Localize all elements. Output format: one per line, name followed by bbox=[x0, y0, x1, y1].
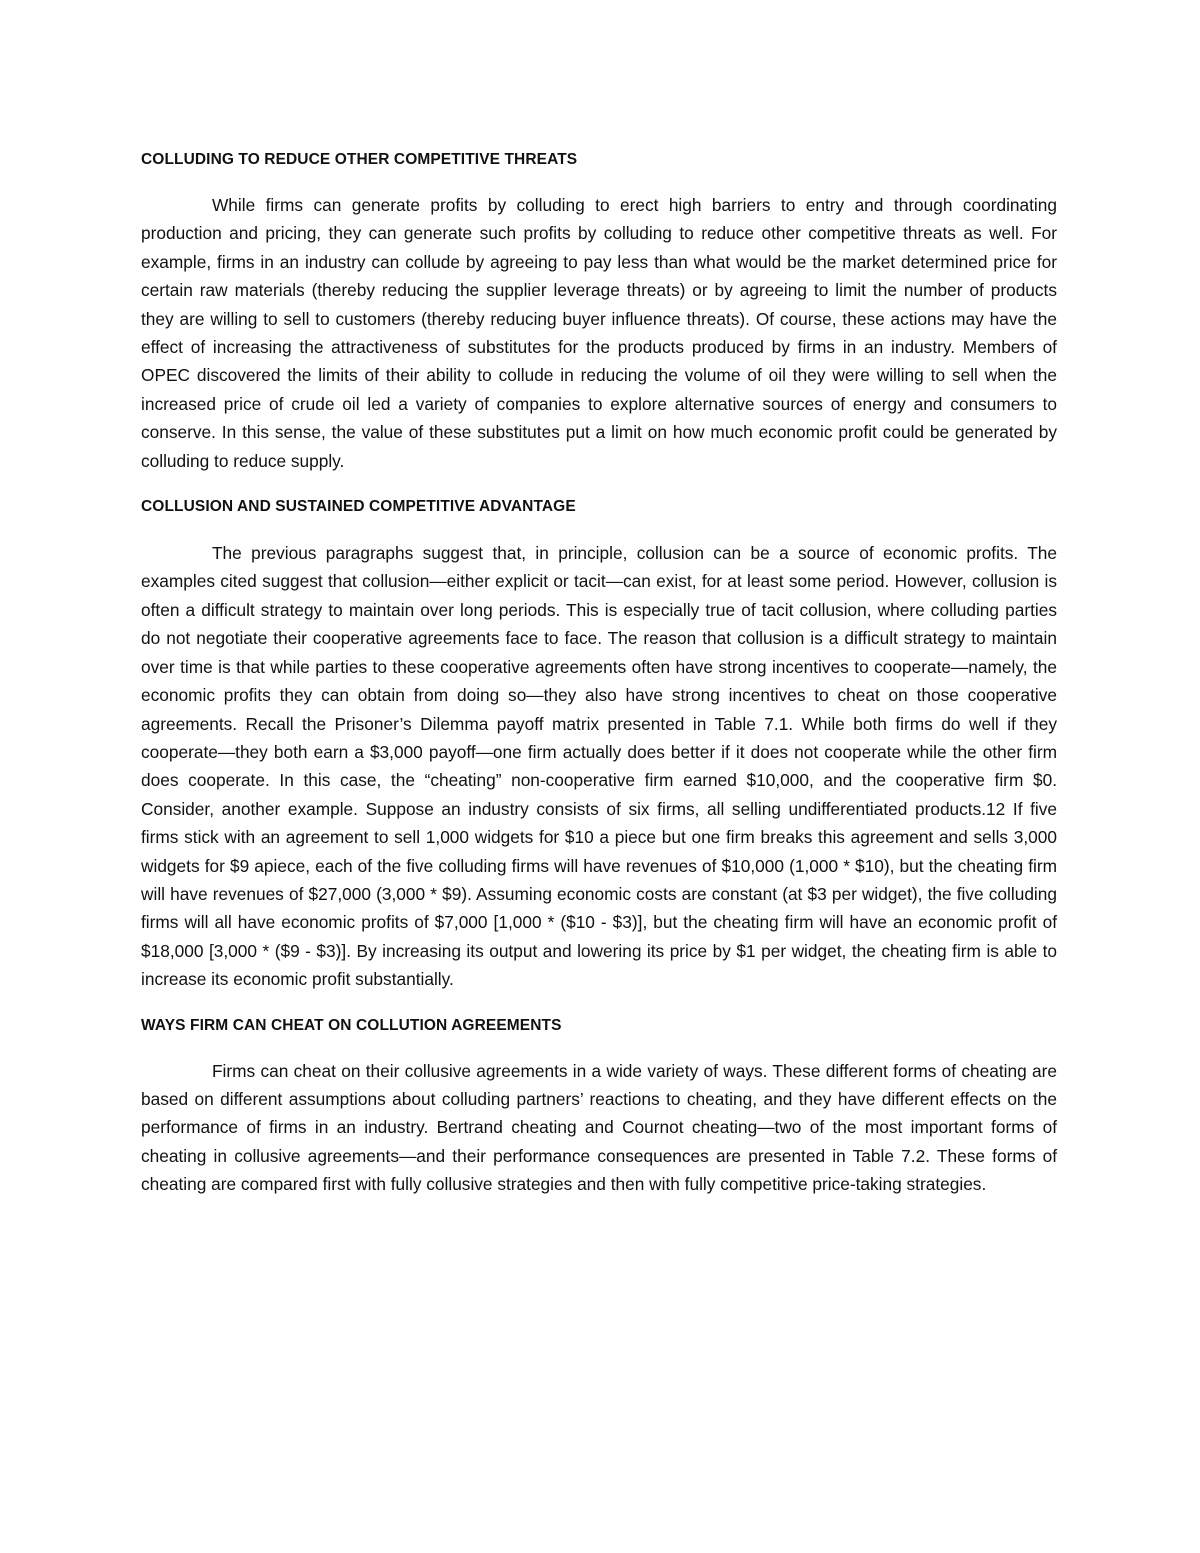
document-page bbox=[141, 137, 1057, 1199]
section-heading-colluding: COLLUDING TO REDUCE OTHER COMPETITIVE THREATS bbox=[141, 151, 578, 168]
section-body-colluding: While firms can generate profits by colluding to erect high barriers to entry and through coordinating production and pricing, they can generate such profits by colluding to reduce other competitive threats as well. For example, firms in an industry can collude by agreeing to pay less than what would be the market determined price for certain raw materials (thereby reducing the supplier leverage threats) or by agreeing to limit the number of products they are willing to sell to customers (thereby reducing buyer influence threats). Of course, these actions may have the effect of increasing the attractiveness of substitutes for the products produced by firms in an industry. Members of OPEC discovered the limits of their ability to collude in reducing the volume of oil they were willing to sell when the increased price of crude oil led a variety of companies to explore alternative sources of energy and consumers to conserve. In this sense, the value of these substitutes put a limit on how much economic profit could be generated by colluding to reduce supply. bbox=[141, 195, 1057, 471]
section-heading-collusion-advantage: COLLUSION AND SUSTAINED COMPETITIVE ADVANTAGE bbox=[141, 498, 576, 516]
section-heading-ways-to-cheat: WAYS FIRM CAN CHEAT ON COLLUTION AGREEMENTS bbox=[141, 1016, 562, 1034]
section-body-ways-to-cheat: Firms can cheat on their collusive agreements in a wide variety of ways. These different forms of cheating are based on different assumptions about colluding partners’ reactions to cheating, and they have different effects on the performance of firms in an industry. Bertrand cheating and Cournot cheating—two of the most important forms of cheating in collusive agreements—and their performance consequences are presented in Table 7.2. These forms of cheating are compared first with fully collusive strategies and then with fully competitive price-taking strategies. bbox=[141, 1060, 1057, 1195]
section-body-collusion-advantage: The previous paragraphs suggest that, in principle, collusion can be a source of economic profits. The examples cited suggest that collusion—either explicit or tacit—can exist, for at least some period. However, collusion is often a difficult strategy to maintain over long periods. This is especially true of tacit collusion, where colluding parties do not negotiate their cooperative agreements face to face. The reason that collusion is a difficult strategy to maintain over time is that while parties to these cooperative agreements often have strong incentives to cooperate—namely, the economic profits they can obtain from doing so—they also have strong incentives to cheat on those cooperative agreements. Recall the Prisoner’s Dilemma payoff matrix presented in Table 7.1. While both firms do well if they cooperate—they both earn a $3,000 payoff—one firm actually does better if it does not cooperate while the other firm does cooperate. In this case, the “cheating” non-cooperative firm earned $10,000, and the cooperative firm $0. Consider, another example. Suppose an industry consists of six firms, all selling undifferentiated products.12 If five firms stick with an agreement to sell 1,000 widgets for $10 a piece but one firm breaks this agreement and sells 3,000 widgets for $9 apiece, each of the five colluding firms will have revenues of $10,000 (1,000 * $10), but the cheating firm will have revenues of $27,000 (3,000 * $9). Assuming economic costs are constant (at $3 per widget), the five colluding firms will all have economic profits of $7,000 [1,000 * ($10 - $3)], but the cheating firm will have an economic profit of $18,000 [3,000 * ($9 - $3)]. By increasing its output and lowering its price by $1 per widget, the cheating firm is able to increase its economic profit substantially. bbox=[141, 543, 1057, 990]
